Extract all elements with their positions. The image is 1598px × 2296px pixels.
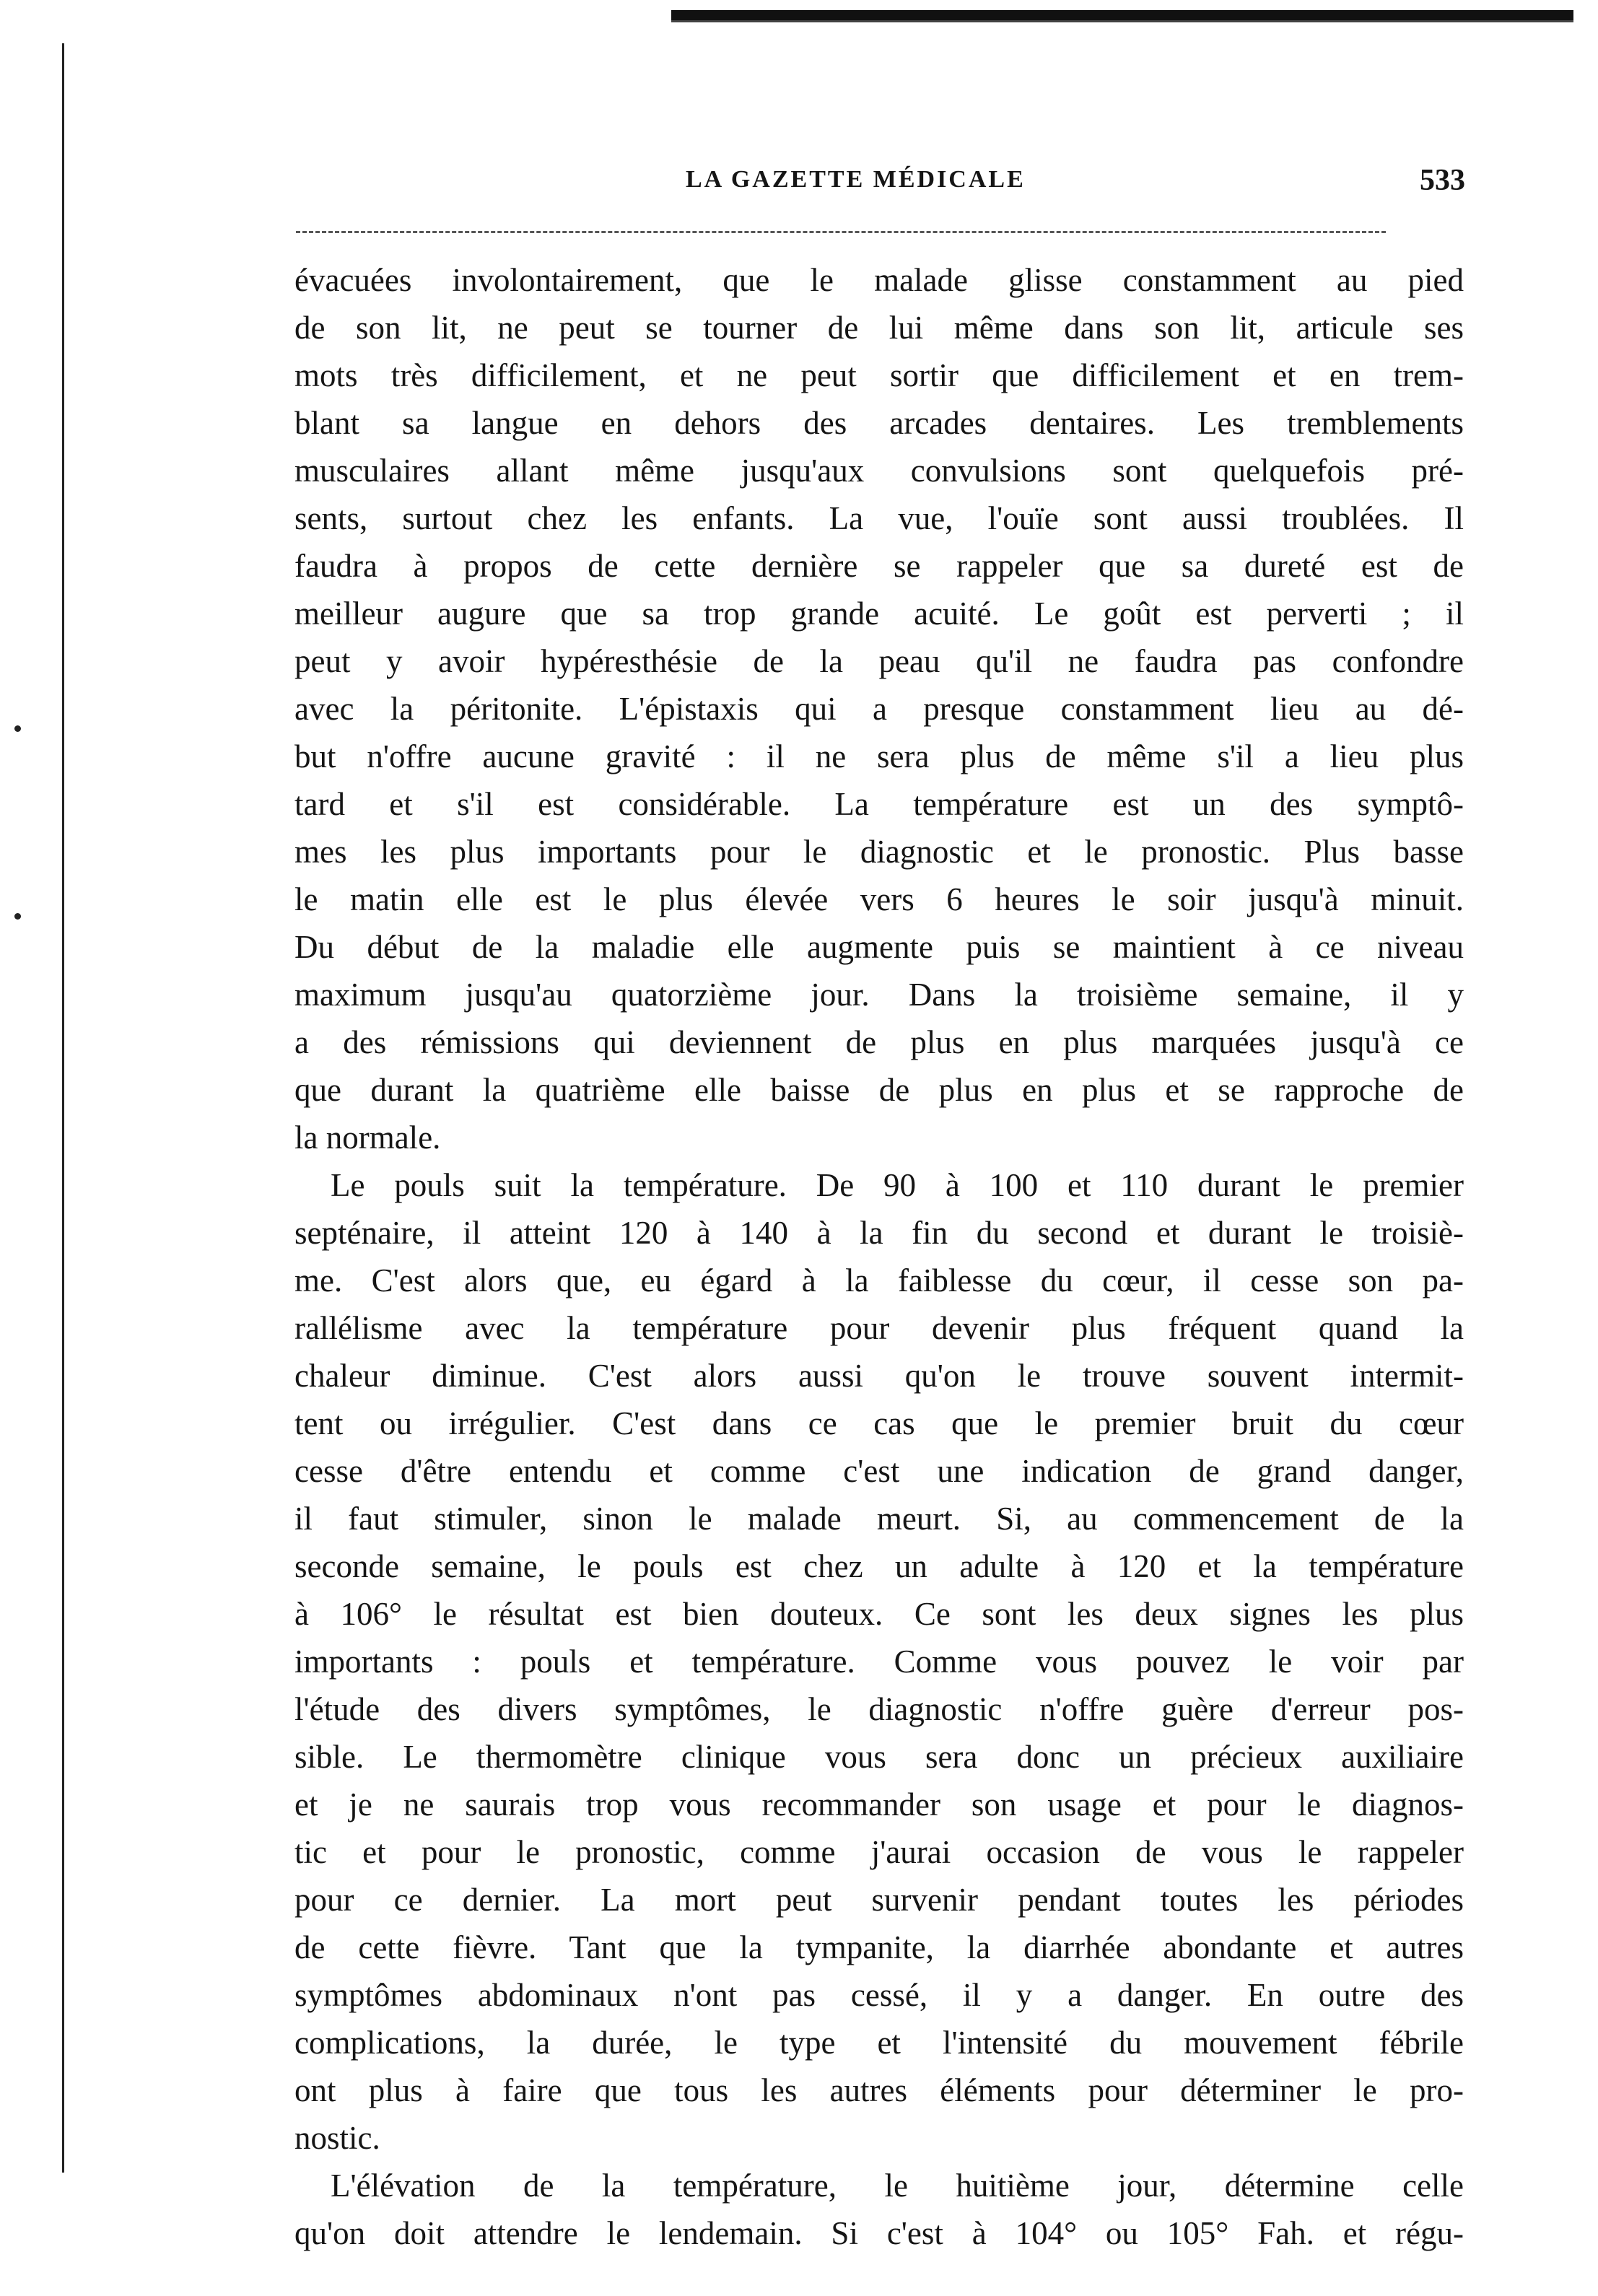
text-line: la normale. — [294, 1119, 441, 1156]
top-edge-rule-thin — [671, 20, 1573, 22]
text-line: mots très difficilement, et ne peut sortir que difficilement et en trem- — [294, 357, 1464, 393]
text-line: ont plus à faire que tous les autres éléments pour déterminer le pro- — [294, 2072, 1464, 2108]
body-text — [294, 256, 1464, 2257]
text-line: musculaires allant même jusqu'aux convulsions sont quelquefois pré- — [294, 453, 1464, 489]
text-line: peut y avoir hypéresthésie de la peau qu'il ne faudra pas confondre — [294, 643, 1464, 679]
text-line: cesse d'être entendu et comme c'est une indication de grand danger, — [294, 1453, 1464, 1489]
page-number: 533 — [1420, 164, 1465, 197]
text-line: seconde semaine, le pouls est chez un adulte à 120 et la température — [294, 1548, 1464, 1584]
text-line: sents, surtout chez les enfants. La vue, l'ouïe sont aussi troublées. Il — [294, 500, 1464, 536]
text-line: tent ou irrégulier. C'est dans ce cas que le premier bruit du cœur — [294, 1405, 1464, 1441]
text-line: Le pouls suit la température. De 90 à 100 et 110 durant le premier — [331, 1167, 1464, 1203]
text-line: L'élévation de la température, le huitième jour, détermine celle — [331, 2168, 1464, 2204]
top-edge-rule — [671, 10, 1573, 20]
text-line: le matin elle est le plus élevée vers 6 heures le soir jusqu'à minuit. — [294, 881, 1464, 917]
running-head — [296, 166, 1465, 209]
header-rule — [296, 231, 1386, 233]
text-line: complications, la durée, le type et l'intensité du mouvement fébrile — [294, 2025, 1464, 2061]
text-line: qu'on doit attendre le lendemain. Si c'est à 104° ou 105° Fah. et régu- — [294, 2215, 1464, 2251]
text-line: l'étude des divers symptômes, le diagnostic n'offre guère d'erreur pos- — [294, 1691, 1464, 1727]
text-line: à 106° le résultat est bien douteux. Ce sont les deux signes les plus — [294, 1596, 1464, 1632]
margin-speck — [14, 913, 21, 920]
text-line: de son lit, ne peut se tourner de lui même dans son lit, articule ses — [294, 310, 1464, 346]
text-line: de cette fièvre. Tant que la tympanite, la diarrhée abondante et autres — [294, 1929, 1464, 1965]
margin-speck — [14, 725, 21, 732]
text-line: but n'offre aucune gravité : il ne sera plus de même s'il a lieu plus — [294, 738, 1464, 774]
text-line: avec la péritonite. L'épistaxis qui a presque constamment lieu au dé- — [294, 691, 1464, 727]
text-line: sible. Le thermomètre clinique vous sera donc un précieux auxiliaire — [294, 1739, 1464, 1775]
running-title: LA GAZETTE MÉDICALE — [686, 166, 1026, 193]
text-line: faudra à propos de cette dernière se rappeler que sa dureté est de — [294, 548, 1464, 584]
text-line: symptômes abdominaux n'ont pas cessé, il y a danger. En outre des — [294, 1977, 1464, 2013]
binding-margin-line — [62, 43, 64, 2173]
text-line: septénaire, il atteint 120 à 140 à la fin du second et durant le troisiè- — [294, 1215, 1464, 1251]
text-line: meilleur augure que sa trop grande acuité. Le goût est perverti ; il — [294, 595, 1464, 632]
text-line: Du début de la maladie elle augmente puis se maintient à ce niveau — [294, 929, 1464, 965]
text-line: nostic. — [294, 2120, 380, 2156]
text-line: chaleur diminue. C'est alors aussi qu'on le trouve souvent intermit- — [294, 1358, 1464, 1394]
text-line: tard et s'il est considérable. La température est un des symptô- — [294, 786, 1464, 822]
text-line: il faut stimuler, sinon le malade meurt. Si, au commencement de la — [294, 1501, 1464, 1537]
text-line: a des rémissions qui deviennent de plus en plus marquées jusqu'à ce — [294, 1024, 1464, 1060]
text-line: évacuées involontairement, que le malade glisse constamment au pied — [294, 262, 1464, 298]
text-line: rallélisme avec la température pour devenir plus fréquent quand la — [294, 1310, 1464, 1346]
text-line: importants : pouls et température. Comme vous pouvez le voir par — [294, 1644, 1464, 1680]
text-line: mes les plus importants pour le diagnostic et le pronostic. Plus basse — [294, 834, 1464, 870]
text-line: me. C'est alors que, eu égard à la faiblesse du cœur, il cesse son pa- — [294, 1262, 1464, 1298]
text-line: que durant la quatrième elle baisse de plus en plus et se rapproche de — [294, 1072, 1464, 1108]
text-line: tic et pour le pronostic, comme j'aurai occasion de vous le rappeler — [294, 1834, 1464, 1870]
text-line: et je ne saurais trop vous recommander son usage et pour le diagnos- — [294, 1786, 1464, 1823]
text-line: pour ce dernier. La mort peut survenir pendant toutes les périodes — [294, 1882, 1464, 1918]
text-line: blant sa langue en dehors des arcades dentaires. Les tremblements — [294, 405, 1464, 441]
text-line: maximum jusqu'au quatorzième jour. Dans la troisième semaine, il y — [294, 977, 1464, 1013]
